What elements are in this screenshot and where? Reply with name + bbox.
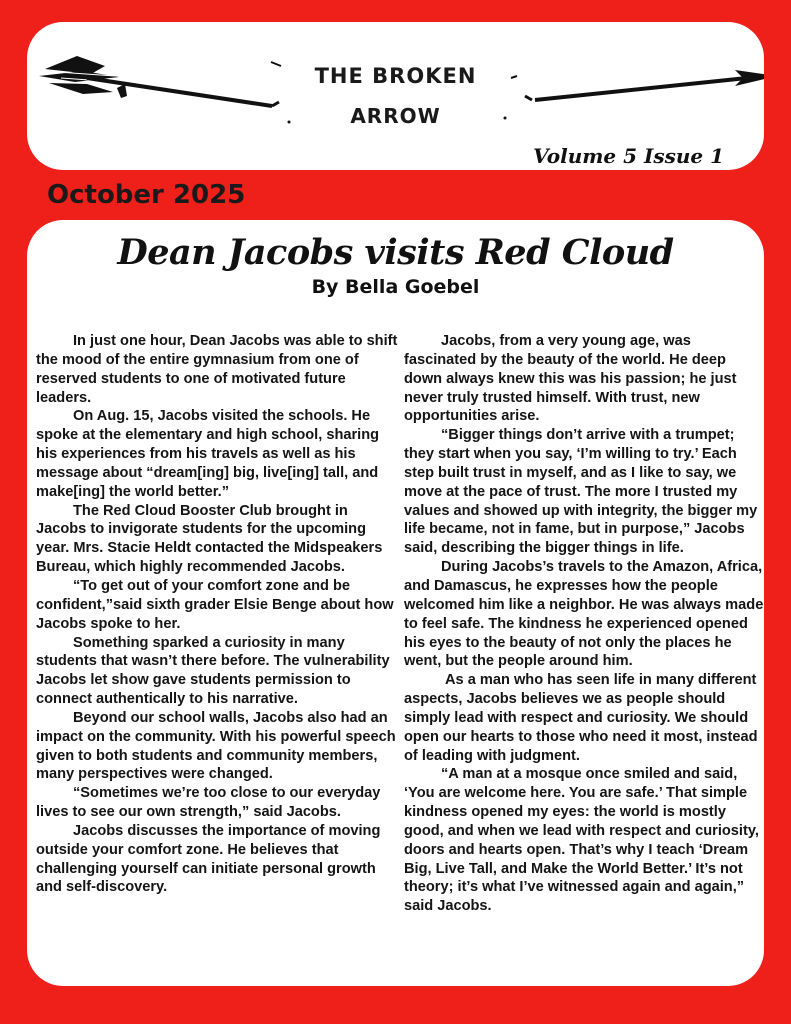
newspaper-title-line-1: THE BROKEN (314, 64, 477, 88)
paragraph: Beyond our school walls, Jacobs also had an impact on the community. With his powerful speech given to both students and community members, many perspectives were changed. (36, 709, 396, 783)
article-panel (27, 220, 764, 986)
paragraph: During Jacobs’s travels to the Amazon, Africa, and Damascus, he expresses how the people welcomed him like a neighbor. He was always made to feel safe. The kindness he experienced opened his eyes to the beauty of not only the places he went, but the people around him. (404, 559, 764, 670)
article-byline: By Bella Goebel (311, 276, 480, 298)
paragraph: “A man at a mosque once smiled and said, ‘You are welcome here. You are safe.’ That simple kindness opened my eyes: the world is mostly good, and when we lead with respect and curiosity, doors and hearts open. That’s why I teach ‘Dream Big, Live Tall, and Make the World Better.’ It’s not theory; it’s what I’ve witnessed again and again,” said Jacobs. (404, 766, 759, 915)
paragraph: On Aug. 15, Jacobs visited the schools. He spoke at the elementary and high school, sharing his experiences from his travels as well as his message about “dream[ing] big, live[ing] tall, and make[ing] the world better.” (36, 408, 380, 500)
paragraph: “To get out of your comfort zone and be confident,”said sixth grader Elsie Benge about how Jacobs spoke to her. (36, 577, 394, 632)
masthead (27, 22, 764, 170)
paragraph: Something sparked a curiosity in many students that wasn’t there before. The vulnerability Jacobs let show gave students permission to connect authentically to his narrative. (36, 634, 390, 708)
paragraph: “Sometimes we’re too close to our everyday lives to see our own strength,” said Jacobs. (36, 785, 381, 821)
paragraph: Jacobs, from a very young age, was fascinated by the beauty of the world. He deep down always knew this was his passion; he just never truly trusted himself. With trust, new opportunities arise. (404, 333, 737, 425)
article-headline: Dean Jacobs visits Red Cloud (117, 232, 674, 273)
issue-date: October 2025 (47, 180, 246, 210)
newspaper-title-line-2: ARROW (350, 104, 441, 128)
paragraph: As a man who has seen life in many different aspects, Jacobs believes we as people should simply lead with respect and curiosity. We should open our hearts to those who need it most, instead of leading with judgment. (404, 672, 758, 764)
volume-issue: Volume 5 Issue 1 (533, 144, 724, 168)
paragraph: Jacobs discusses the importance of moving outside your comfort zone. He believes that challenging yourself can initiate personal growth and self-discovery. (36, 822, 381, 896)
paragraph: The Red Cloud Booster Club brought in Jacobs to invigorate students for the upcoming year. Mrs. Stacie Heldt contacted the Midspeakers Bureau, which highly recommended Jacobs. (36, 502, 383, 576)
paragraph: “Bigger things don’t arrive with a trumpet; they start when you say, ‘I’m willing to try.’ Each step built trust in myself, and as I like to say, we move at the pace of trust. The more I trusted my values and showed up with integrity, the bigger my life became, not in fame, but in purpose,” Jacobs said, describing the bigger things in life. (404, 427, 758, 557)
paragraph: In just one hour, Dean Jacobs was able to shift the mood of the entire gymnasium from one of reserved students to one of motivated future leaders. (36, 333, 398, 406)
right-column (404, 332, 764, 916)
left-column (36, 332, 398, 897)
